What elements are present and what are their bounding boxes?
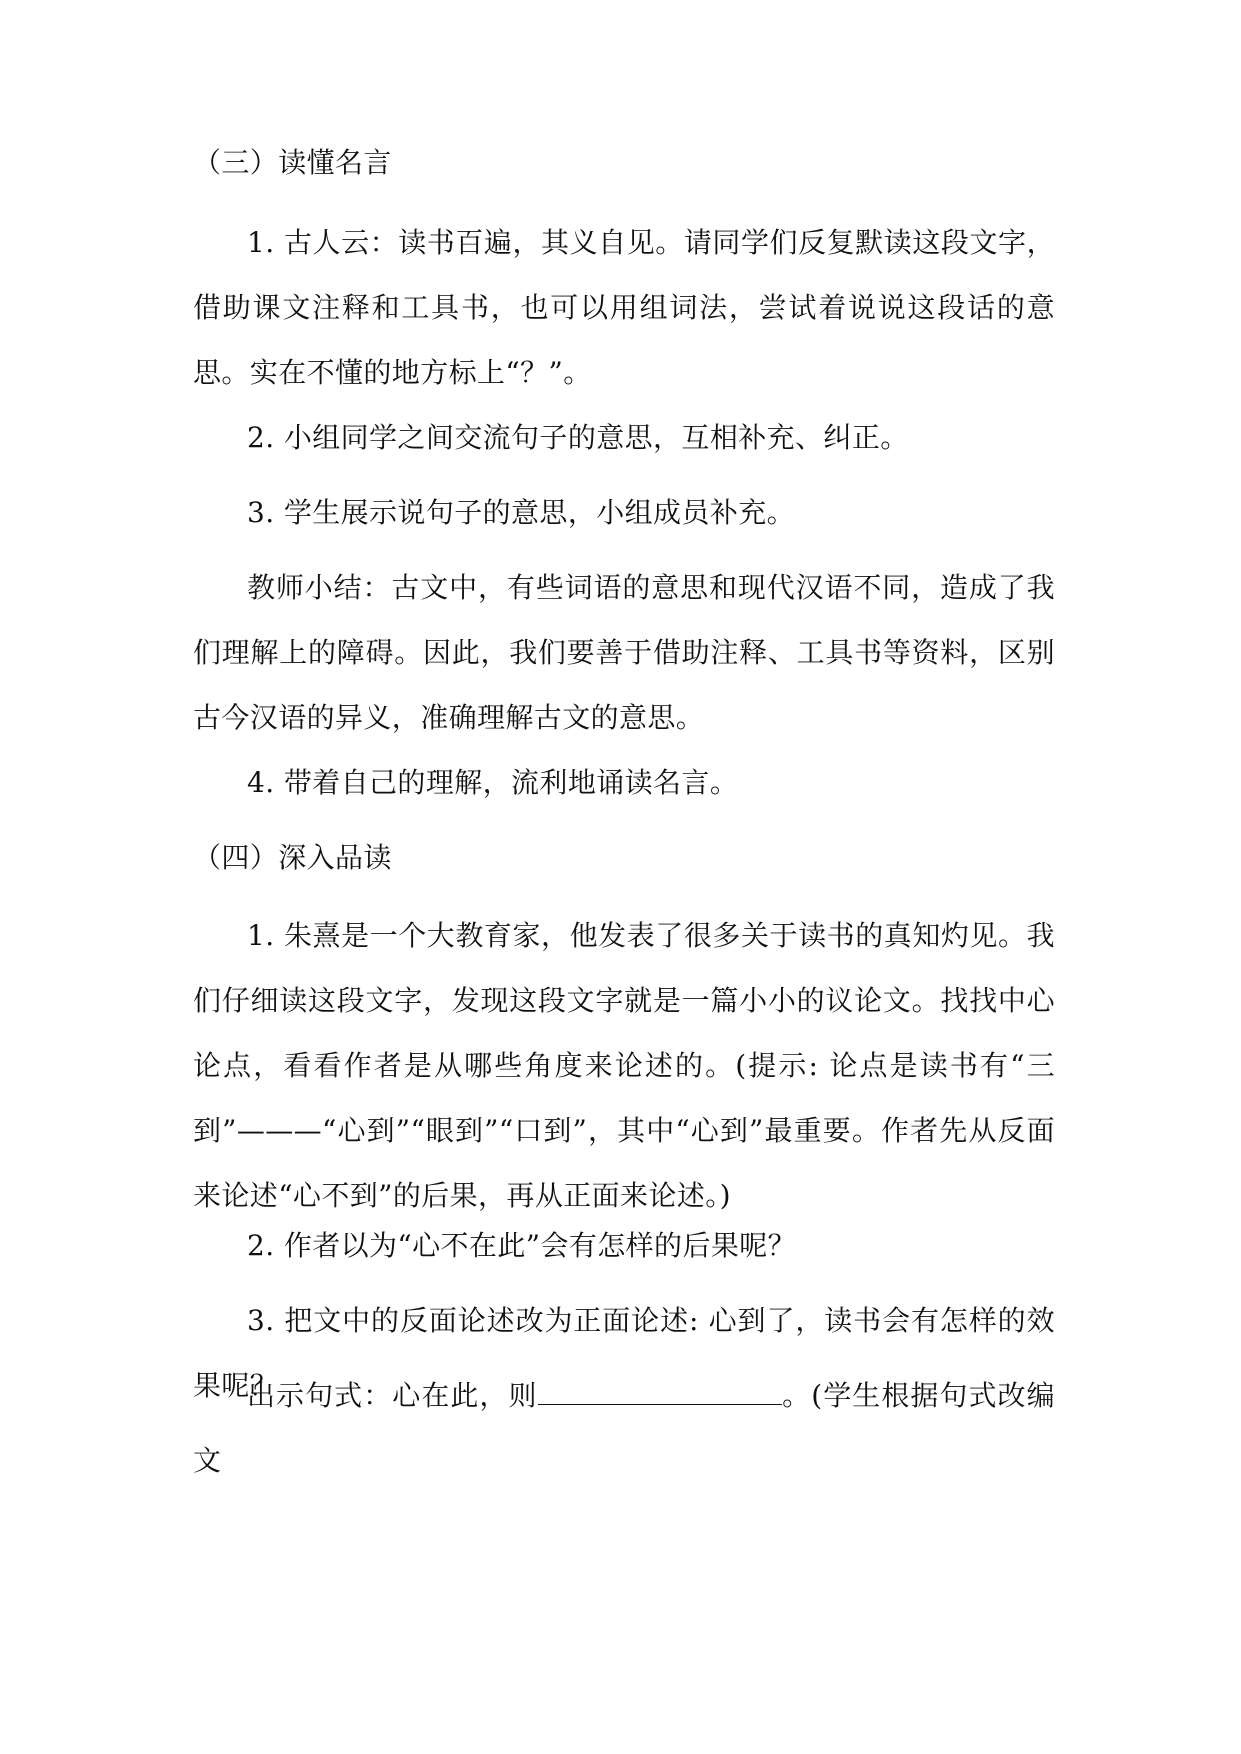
- section-4-item-2: 2. 作者以为“心不在此”会有怎样的后果呢？: [247, 1229, 797, 1262]
- section-3-item-3: 3. 学生展示说句子的意思，小组成员补充。: [247, 496, 796, 529]
- section-4-item-3: 3. 把文中的反面论述改为正面论述: 心到了，读书会有怎样的效果呢？: [193, 1304, 1055, 1402]
- section-3-item-2: 2. 小组同学之间交流句子的意思，互相补充、纠正。: [247, 421, 909, 454]
- section-4-item-1: 1. 朱熹是一个大教育家，他发表了很多关于读书的真知灼见。我们仔细读这段文字，发现这段文字就是一篇小小的议论文。找找中心论点，看看作者是从哪些角度来论述的。(提示: 论点是读书有“三到”———“心到”“眼到”“口到”，其中“心到”最重要。作者先从反面来论述“心不到”的后果，再从正面来论述。): [193, 919, 1055, 1212]
- sentence-pattern: [193, 1363, 1055, 1493]
- section-3-item-1: 1. 古人云：读书百遍，其义自见。请同学们反复默读这段文字，借助课文注释和工具书，也可以用组词法，尝试着说说这段话的意思。实在不懂的地方标上“？”。: [193, 226, 1055, 389]
- section-3-heading: （三）读懂名言: [193, 146, 392, 179]
- section-3-item-4: 4. 带着自己的理解，流利地诵读名言。: [247, 766, 739, 799]
- section-4-heading: （四）深入品读: [193, 841, 392, 874]
- sentence-pattern-suffix: 。(学生根据句式改编文: [193, 1379, 1055, 1477]
- fill-in-blank: [538, 1378, 782, 1405]
- sentence-pattern-prefix: 出示句式：心在此，则: [247, 1379, 538, 1412]
- teacher-summary: 教师小结：古文中，有些词语的意思和现代汉语不同，造成了我们理解上的障碍。因此，我们要善于借助注释、工具书等资料，区别古今汉语的异义，准确理解古文的意思。: [193, 571, 1055, 734]
